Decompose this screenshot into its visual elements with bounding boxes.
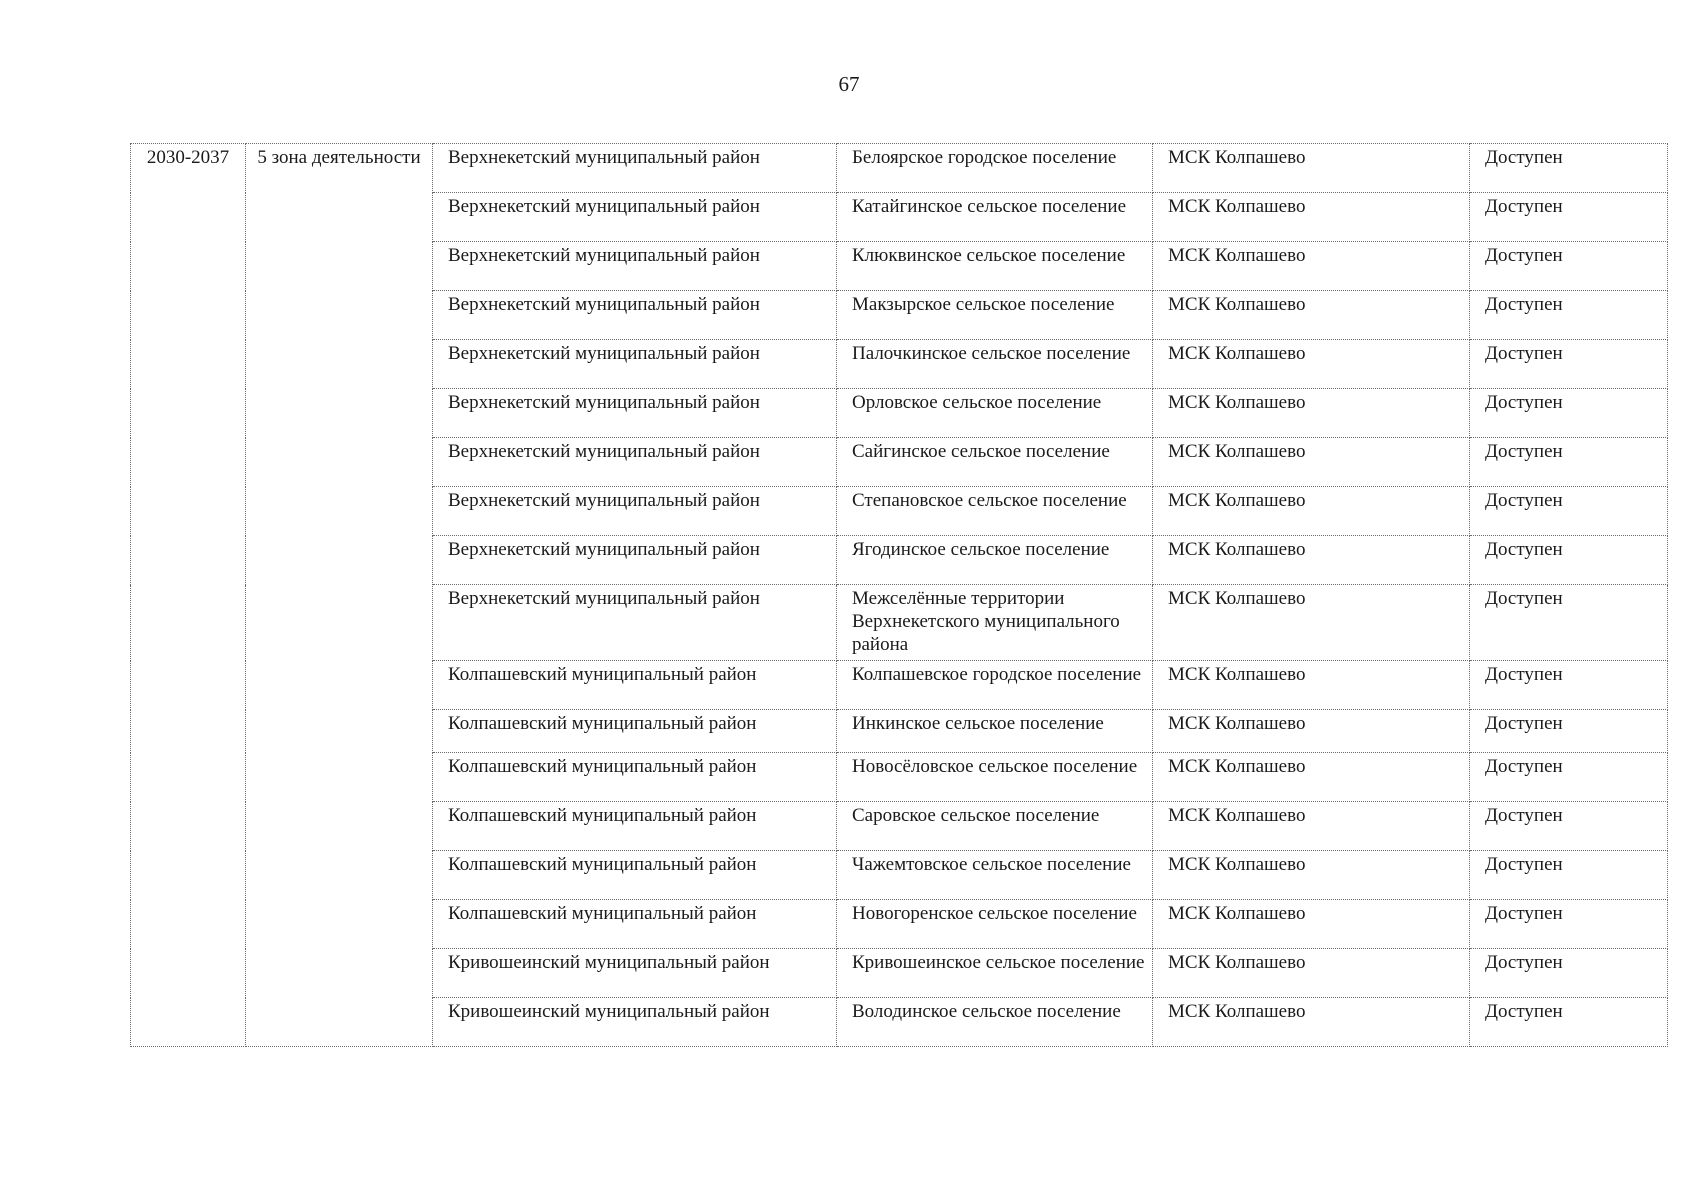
msk-cell: МСК Колпашево xyxy=(1153,710,1470,753)
msk-cell: МСК Колпашево xyxy=(1153,851,1470,900)
msk-cell: МСК Колпашево xyxy=(1153,242,1470,291)
settlement-cell: Катайгинское сельское поселение xyxy=(837,193,1153,242)
settlement-cell: Кривошеинское сельское поселение xyxy=(837,949,1153,998)
msk-cell: МСК Колпашево xyxy=(1153,900,1470,949)
table-row xyxy=(131,144,1668,193)
settlement-cell: Новосёловское сельское поселение xyxy=(837,753,1153,802)
district-cell: Колпашевский муниципальный район xyxy=(433,661,837,710)
status-cell: Доступен xyxy=(1470,585,1668,661)
settlement-cell: Чажемтовское сельское поселение xyxy=(837,851,1153,900)
status-cell: Доступен xyxy=(1470,193,1668,242)
msk-cell: МСК Колпашево xyxy=(1153,753,1470,802)
msk-cell: МСК Колпашево xyxy=(1153,487,1470,536)
msk-cell: МСК Колпашево xyxy=(1153,438,1470,487)
status-cell: Доступен xyxy=(1470,536,1668,585)
page-number: 67 xyxy=(838,72,860,96)
msk-cell: МСК Колпашево xyxy=(1153,291,1470,340)
district-cell: Колпашевский муниципальный район xyxy=(433,900,837,949)
district-cell: Верхнекетский муниципальный район xyxy=(433,536,837,585)
status-cell: Доступен xyxy=(1470,710,1668,753)
msk-cell: МСК Колпашево xyxy=(1153,193,1470,242)
district-cell: Верхнекетский муниципальный район xyxy=(433,585,837,661)
status-cell: Доступен xyxy=(1470,802,1668,851)
district-cell: Верхнекетский муниципальный район xyxy=(433,193,837,242)
table-body xyxy=(131,144,1668,1047)
district-cell: Верхнекетский муниципальный район xyxy=(433,487,837,536)
msk-cell: МСК Колпашево xyxy=(1153,389,1470,438)
allocation-table xyxy=(130,143,1668,1047)
msk-cell: МСК Колпашево xyxy=(1153,585,1470,661)
status-cell: Доступен xyxy=(1470,389,1668,438)
settlement-cell: Ягодинское сельское поселение xyxy=(837,536,1153,585)
period-cell: 2030-2037 xyxy=(131,144,246,1047)
district-cell: Колпашевский муниципальный район xyxy=(433,710,837,753)
status-cell: Доступен xyxy=(1470,438,1668,487)
settlement-cell: Володинское сельское поселение xyxy=(837,998,1153,1047)
settlement-cell: Белоярское городское поселение xyxy=(837,144,1153,193)
status-cell: Доступен xyxy=(1470,291,1668,340)
settlement-cell: Саровское сельское поселение xyxy=(837,802,1153,851)
district-cell: Верхнекетский муниципальный район xyxy=(433,242,837,291)
msk-cell: МСК Колпашево xyxy=(1153,949,1470,998)
settlement-cell: Степановское сельское поселение xyxy=(837,487,1153,536)
district-cell: Кривошеинский муниципальный район xyxy=(433,998,837,1047)
status-cell: Доступен xyxy=(1470,340,1668,389)
status-cell: Доступен xyxy=(1470,487,1668,536)
zone-cell: 5 зона деятельности xyxy=(246,144,433,1047)
settlement-cell: Клюквинское сельское поселение xyxy=(837,242,1153,291)
status-cell: Доступен xyxy=(1470,949,1668,998)
status-cell: Доступен xyxy=(1470,851,1668,900)
settlement-cell: Межселённые территории Верхнекетского муниципального района xyxy=(837,585,1153,661)
msk-cell: МСК Колпашево xyxy=(1153,340,1470,389)
status-cell: Доступен xyxy=(1470,900,1668,949)
msk-cell: МСК Колпашево xyxy=(1153,144,1470,193)
district-cell: Кривошеинский муниципальный район xyxy=(433,949,837,998)
district-cell: Верхнекетский муниципальный район xyxy=(433,340,837,389)
settlement-cell: Колпашевское городское поселение xyxy=(837,661,1153,710)
msk-cell: МСК Колпашево xyxy=(1153,661,1470,710)
status-cell: Доступен xyxy=(1470,661,1668,710)
status-cell: Доступен xyxy=(1470,753,1668,802)
status-cell: Доступен xyxy=(1470,144,1668,193)
settlement-cell: Макзырское сельское поселение xyxy=(837,291,1153,340)
district-cell: Колпашевский муниципальный район xyxy=(433,753,837,802)
district-cell: Верхнекетский муниципальный район xyxy=(433,438,837,487)
msk-cell: МСК Колпашево xyxy=(1153,998,1470,1047)
district-cell: Верхнекетский муниципальный район xyxy=(433,291,837,340)
msk-cell: МСК Колпашево xyxy=(1153,802,1470,851)
settlement-cell: Палочкинское сельское поселение xyxy=(837,340,1153,389)
msk-cell: МСК Колпашево xyxy=(1153,536,1470,585)
district-cell: Колпашевский муниципальный район xyxy=(433,851,837,900)
settlement-cell: Новогоренское сельское поселение xyxy=(837,900,1153,949)
settlement-cell: Орловское сельское поселение xyxy=(837,389,1153,438)
district-cell: Верхнекетский муниципальный район xyxy=(433,144,837,193)
status-cell: Доступен xyxy=(1470,242,1668,291)
settlement-cell: Инкинское сельское поселение xyxy=(837,710,1153,753)
settlement-cell: Сайгинское сельское поселение xyxy=(837,438,1153,487)
status-cell: Доступен xyxy=(1470,998,1668,1047)
district-cell: Верхнекетский муниципальный район xyxy=(433,389,837,438)
district-cell: Колпашевский муниципальный район xyxy=(433,802,837,851)
